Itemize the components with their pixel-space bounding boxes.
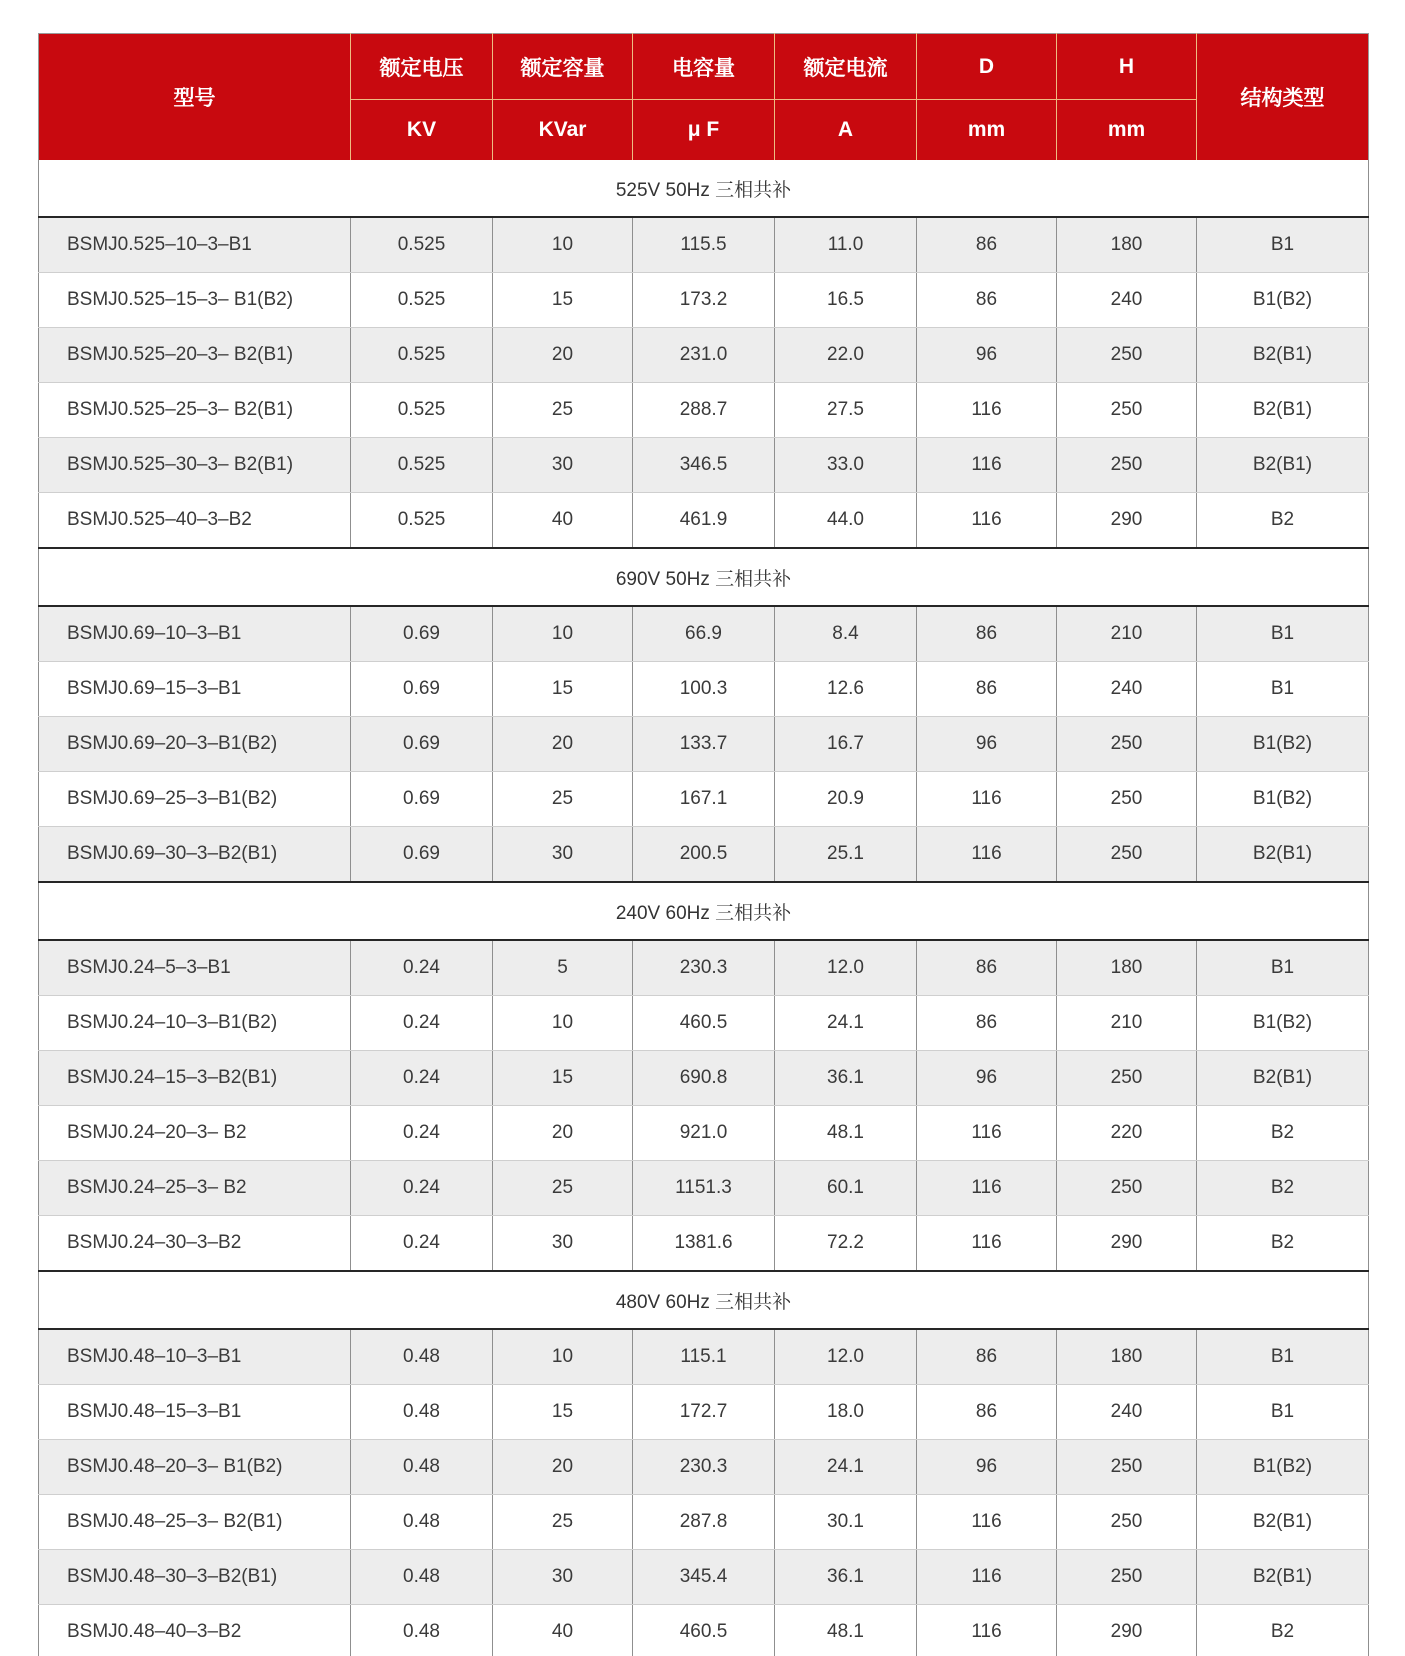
diameter-cell: 86 [917,273,1057,328]
rated-voltage-cell: 0.24 [351,1051,493,1106]
diameter-cell: 96 [917,717,1057,772]
capacitance-cell: 461.9 [633,493,775,549]
table-row [39,1161,1369,1216]
model-cell: BSMJ0.24–15–3–B2(B1) [39,1051,351,1106]
rated-capacity-cell: 40 [493,493,633,549]
rated-capacity-cell: 25 [493,1161,633,1216]
rated-current-cell: 36.1 [775,1550,917,1605]
model-cell: BSMJ0.525–25–3– B2(B1) [39,383,351,438]
diameter-cell: 116 [917,1605,1057,1656]
header-rated-capacity: 额定容量 [493,34,633,100]
height-cell: 180 [1057,217,1197,273]
diameter-cell: 86 [917,217,1057,273]
structure-type-cell: B1(B2) [1197,996,1369,1051]
table-row [39,1329,1369,1385]
rated-capacity-cell: 25 [493,1495,633,1550]
model-cell: BSMJ0.525–40–3–B2 [39,493,351,549]
structure-type-cell: B2(B1) [1197,328,1369,383]
rated-current-cell: 20.9 [775,772,917,827]
capacitance-cell: 200.5 [633,827,775,883]
diameter-cell: 116 [917,772,1057,827]
height-cell: 250 [1057,827,1197,883]
structure-type-cell: B1 [1197,662,1369,717]
height-cell: 240 [1057,273,1197,328]
rated-current-cell: 12.0 [775,940,917,996]
rated-current-cell: 12.6 [775,662,917,717]
structure-type-cell: B2(B1) [1197,1550,1369,1605]
diameter-cell: 116 [917,1106,1057,1161]
table-row [39,1440,1369,1495]
model-cell: BSMJ0.24–30–3–B2 [39,1216,351,1272]
table-body [39,160,1369,1656]
section-header-row [39,882,1369,940]
table-row [39,217,1369,273]
rated-capacity-cell: 15 [493,662,633,717]
capacitance-cell: 460.5 [633,996,775,1051]
rated-capacity-cell: 20 [493,717,633,772]
header-rated-voltage: 额定电压 [351,34,493,100]
rated-capacity-cell: 30 [493,827,633,883]
rated-voltage-cell: 0.69 [351,662,493,717]
rated-voltage-cell: 0.48 [351,1605,493,1656]
rated-capacity-cell: 15 [493,273,633,328]
rated-capacity-cell: 30 [493,1216,633,1272]
structure-type-cell: B2(B1) [1197,383,1369,438]
rated-capacity-cell: 20 [493,1106,633,1161]
rated-capacity-cell: 10 [493,217,633,273]
table-row [39,438,1369,493]
rated-voltage-cell: 0.69 [351,717,493,772]
model-cell: BSMJ0.48–40–3–B2 [39,1605,351,1656]
rated-current-cell: 22.0 [775,328,917,383]
model-cell: BSMJ0.69–30–3–B2(B1) [39,827,351,883]
rated-capacity-cell: 10 [493,1329,633,1385]
diameter-cell: 86 [917,1329,1057,1385]
model-cell: BSMJ0.525–30–3– B2(B1) [39,438,351,493]
section-header-row [39,160,1369,217]
structure-type-cell: B2 [1197,493,1369,549]
header-capacitance: 电容量 [633,34,775,100]
rated-voltage-cell: 0.24 [351,1161,493,1216]
diameter-cell: 86 [917,606,1057,662]
height-cell: 290 [1057,1605,1197,1656]
rated-capacity-cell: 10 [493,606,633,662]
structure-type-cell: B2 [1197,1161,1369,1216]
rated-capacity-cell: 25 [493,383,633,438]
rated-voltage-cell: 0.24 [351,1216,493,1272]
capacitance-cell: 115.1 [633,1329,775,1385]
height-cell: 250 [1057,438,1197,493]
rated-voltage-cell: 0.24 [351,1106,493,1161]
rated-voltage-cell: 0.48 [351,1385,493,1440]
structure-type-cell: B1 [1197,940,1369,996]
section-header-row [39,1271,1369,1329]
rated-voltage-cell: 0.525 [351,438,493,493]
rated-capacity-cell: 15 [493,1051,633,1106]
capacitance-cell: 172.7 [633,1385,775,1440]
height-cell: 250 [1057,1495,1197,1550]
diameter-cell: 116 [917,1161,1057,1216]
unit-kv: KV [351,100,493,161]
rated-current-cell: 24.1 [775,1440,917,1495]
rated-current-cell: 44.0 [775,493,917,549]
table-row [39,772,1369,827]
capacitor-spec-table [38,33,1369,1656]
rated-current-cell: 8.4 [775,606,917,662]
model-cell: BSMJ0.48–25–3– B2(B1) [39,1495,351,1550]
rated-voltage-cell: 0.525 [351,273,493,328]
diameter-cell: 86 [917,1385,1057,1440]
height-cell: 250 [1057,1161,1197,1216]
rated-voltage-cell: 0.525 [351,217,493,273]
table-row [39,328,1369,383]
structure-type-cell: B1(B2) [1197,273,1369,328]
section-title: 690V 50Hz 三相共补 [39,548,1369,606]
model-cell: BSMJ0.48–15–3–B1 [39,1385,351,1440]
rated-capacity-cell: 30 [493,438,633,493]
model-cell: BSMJ0.525–10–3–B1 [39,217,351,273]
diameter-cell: 86 [917,996,1057,1051]
section-title: 240V 60Hz 三相共补 [39,882,1369,940]
structure-type-cell: B1 [1197,1385,1369,1440]
header-row-labels [39,34,1369,100]
capacitance-cell: 690.8 [633,1051,775,1106]
structure-type-cell: B1 [1197,217,1369,273]
table-row [39,662,1369,717]
rated-current-cell: 18.0 [775,1385,917,1440]
diameter-cell: 86 [917,662,1057,717]
structure-type-cell: B1(B2) [1197,717,1369,772]
capacitance-cell: 133.7 [633,717,775,772]
structure-type-cell: B2(B1) [1197,827,1369,883]
rated-voltage-cell: 0.24 [351,940,493,996]
unit-h-mm: mm [1057,100,1197,161]
capacitance-cell: 66.9 [633,606,775,662]
section-title: 525V 50Hz 三相共补 [39,160,1369,217]
diameter-cell: 116 [917,1216,1057,1272]
table-row [39,1385,1369,1440]
capacitance-cell: 167.1 [633,772,775,827]
height-cell: 250 [1057,772,1197,827]
model-cell: BSMJ0.525–15–3– B1(B2) [39,273,351,328]
diameter-cell: 116 [917,1550,1057,1605]
rated-current-cell: 27.5 [775,383,917,438]
rated-current-cell: 11.0 [775,217,917,273]
rated-capacity-cell: 40 [493,1605,633,1656]
capacitance-cell: 345.4 [633,1550,775,1605]
model-cell: BSMJ0.24–5–3–B1 [39,940,351,996]
table-row [39,1495,1369,1550]
diameter-cell: 86 [917,940,1057,996]
rated-current-cell: 16.7 [775,717,917,772]
capacitance-cell: 1381.6 [633,1216,775,1272]
rated-voltage-cell: 0.525 [351,493,493,549]
capacitance-cell: 1151.3 [633,1161,775,1216]
rated-current-cell: 72.2 [775,1216,917,1272]
rated-voltage-cell: 0.24 [351,996,493,1051]
height-cell: 180 [1057,1329,1197,1385]
table-row [39,273,1369,328]
capacitance-cell: 921.0 [633,1106,775,1161]
header-structure-type: 结构类型 [1197,34,1369,161]
capacitance-cell: 173.2 [633,273,775,328]
model-cell: BSMJ0.525–20–3– B2(B1) [39,328,351,383]
model-cell: BSMJ0.48–20–3– B1(B2) [39,1440,351,1495]
diameter-cell: 116 [917,438,1057,493]
rated-capacity-cell: 30 [493,1550,633,1605]
model-cell: BSMJ0.48–30–3–B2(B1) [39,1550,351,1605]
rated-current-cell: 36.1 [775,1051,917,1106]
structure-type-cell: B2(B1) [1197,1051,1369,1106]
diameter-cell: 116 [917,383,1057,438]
rated-capacity-cell: 15 [493,1385,633,1440]
rated-voltage-cell: 0.69 [351,606,493,662]
model-cell: BSMJ0.69–20–3–B1(B2) [39,717,351,772]
table-row [39,1216,1369,1272]
section-header-row [39,548,1369,606]
header-height: H [1057,34,1197,100]
structure-type-cell: B1 [1197,606,1369,662]
height-cell: 180 [1057,940,1197,996]
rated-current-cell: 30.1 [775,1495,917,1550]
rated-voltage-cell: 0.48 [351,1329,493,1385]
capacitance-cell: 230.3 [633,1440,775,1495]
rated-current-cell: 48.1 [775,1605,917,1656]
model-cell: BSMJ0.69–10–3–B1 [39,606,351,662]
table-row [39,493,1369,549]
diameter-cell: 96 [917,328,1057,383]
capacitance-cell: 287.8 [633,1495,775,1550]
table-row [39,1051,1369,1106]
rated-current-cell: 60.1 [775,1161,917,1216]
table-row [39,1550,1369,1605]
diameter-cell: 116 [917,827,1057,883]
rated-voltage-cell: 0.48 [351,1495,493,1550]
diameter-cell: 116 [917,1495,1057,1550]
diameter-cell: 116 [917,493,1057,549]
height-cell: 250 [1057,383,1197,438]
rated-capacity-cell: 10 [493,996,633,1051]
rated-capacity-cell: 5 [493,940,633,996]
table-header [39,34,1369,161]
rated-voltage-cell: 0.48 [351,1440,493,1495]
header-rated-current: 额定电流 [775,34,917,100]
header-diameter: D [917,34,1057,100]
unit-a: A [775,100,917,161]
structure-type-cell: B2 [1197,1605,1369,1656]
capacitance-cell: 288.7 [633,383,775,438]
height-cell: 210 [1057,606,1197,662]
table-row [39,606,1369,662]
height-cell: 240 [1057,662,1197,717]
rated-current-cell: 12.0 [775,1329,917,1385]
model-cell: BSMJ0.48–10–3–B1 [39,1329,351,1385]
rated-voltage-cell: 0.48 [351,1550,493,1605]
height-cell: 290 [1057,493,1197,549]
capacitance-cell: 100.3 [633,662,775,717]
rated-capacity-cell: 20 [493,1440,633,1495]
rated-current-cell: 48.1 [775,1106,917,1161]
capacitance-cell: 346.5 [633,438,775,493]
rated-voltage-cell: 0.525 [351,383,493,438]
model-cell: BSMJ0.69–15–3–B1 [39,662,351,717]
table-row [39,940,1369,996]
diameter-cell: 96 [917,1051,1057,1106]
structure-type-cell: B2 [1197,1216,1369,1272]
unit-kvar: KVar [493,100,633,161]
structure-type-cell: B2 [1197,1106,1369,1161]
table-row [39,383,1369,438]
table-row [39,1106,1369,1161]
rated-current-cell: 16.5 [775,273,917,328]
height-cell: 210 [1057,996,1197,1051]
model-cell: BSMJ0.24–20–3– B2 [39,1106,351,1161]
rated-voltage-cell: 0.69 [351,772,493,827]
height-cell: 290 [1057,1216,1197,1272]
model-cell: BSMJ0.24–10–3–B1(B2) [39,996,351,1051]
rated-current-cell: 33.0 [775,438,917,493]
height-cell: 220 [1057,1106,1197,1161]
capacitance-cell: 231.0 [633,328,775,383]
rated-capacity-cell: 20 [493,328,633,383]
rated-capacity-cell: 25 [493,772,633,827]
rated-current-cell: 24.1 [775,996,917,1051]
rated-voltage-cell: 0.69 [351,827,493,883]
table-row [39,996,1369,1051]
structure-type-cell: B1(B2) [1197,1440,1369,1495]
unit-uf: μ F [633,100,775,161]
model-cell: BSMJ0.24–25–3– B2 [39,1161,351,1216]
structure-type-cell: B1 [1197,1329,1369,1385]
structure-type-cell: B2(B1) [1197,1495,1369,1550]
capacitance-cell: 460.5 [633,1605,775,1656]
structure-type-cell: B1(B2) [1197,772,1369,827]
diameter-cell: 96 [917,1440,1057,1495]
header-model: 型号 [39,34,351,161]
height-cell: 250 [1057,1550,1197,1605]
height-cell: 250 [1057,1440,1197,1495]
table-row [39,827,1369,883]
table-row [39,717,1369,772]
height-cell: 250 [1057,328,1197,383]
height-cell: 250 [1057,1051,1197,1106]
height-cell: 240 [1057,1385,1197,1440]
table-row [39,1605,1369,1656]
rated-voltage-cell: 0.525 [351,328,493,383]
structure-type-cell: B2(B1) [1197,438,1369,493]
model-cell: BSMJ0.69–25–3–B1(B2) [39,772,351,827]
height-cell: 250 [1057,717,1197,772]
unit-d-mm: mm [917,100,1057,161]
rated-current-cell: 25.1 [775,827,917,883]
section-title: 480V 60Hz 三相共补 [39,1271,1369,1329]
capacitance-cell: 230.3 [633,940,775,996]
capacitance-cell: 115.5 [633,217,775,273]
